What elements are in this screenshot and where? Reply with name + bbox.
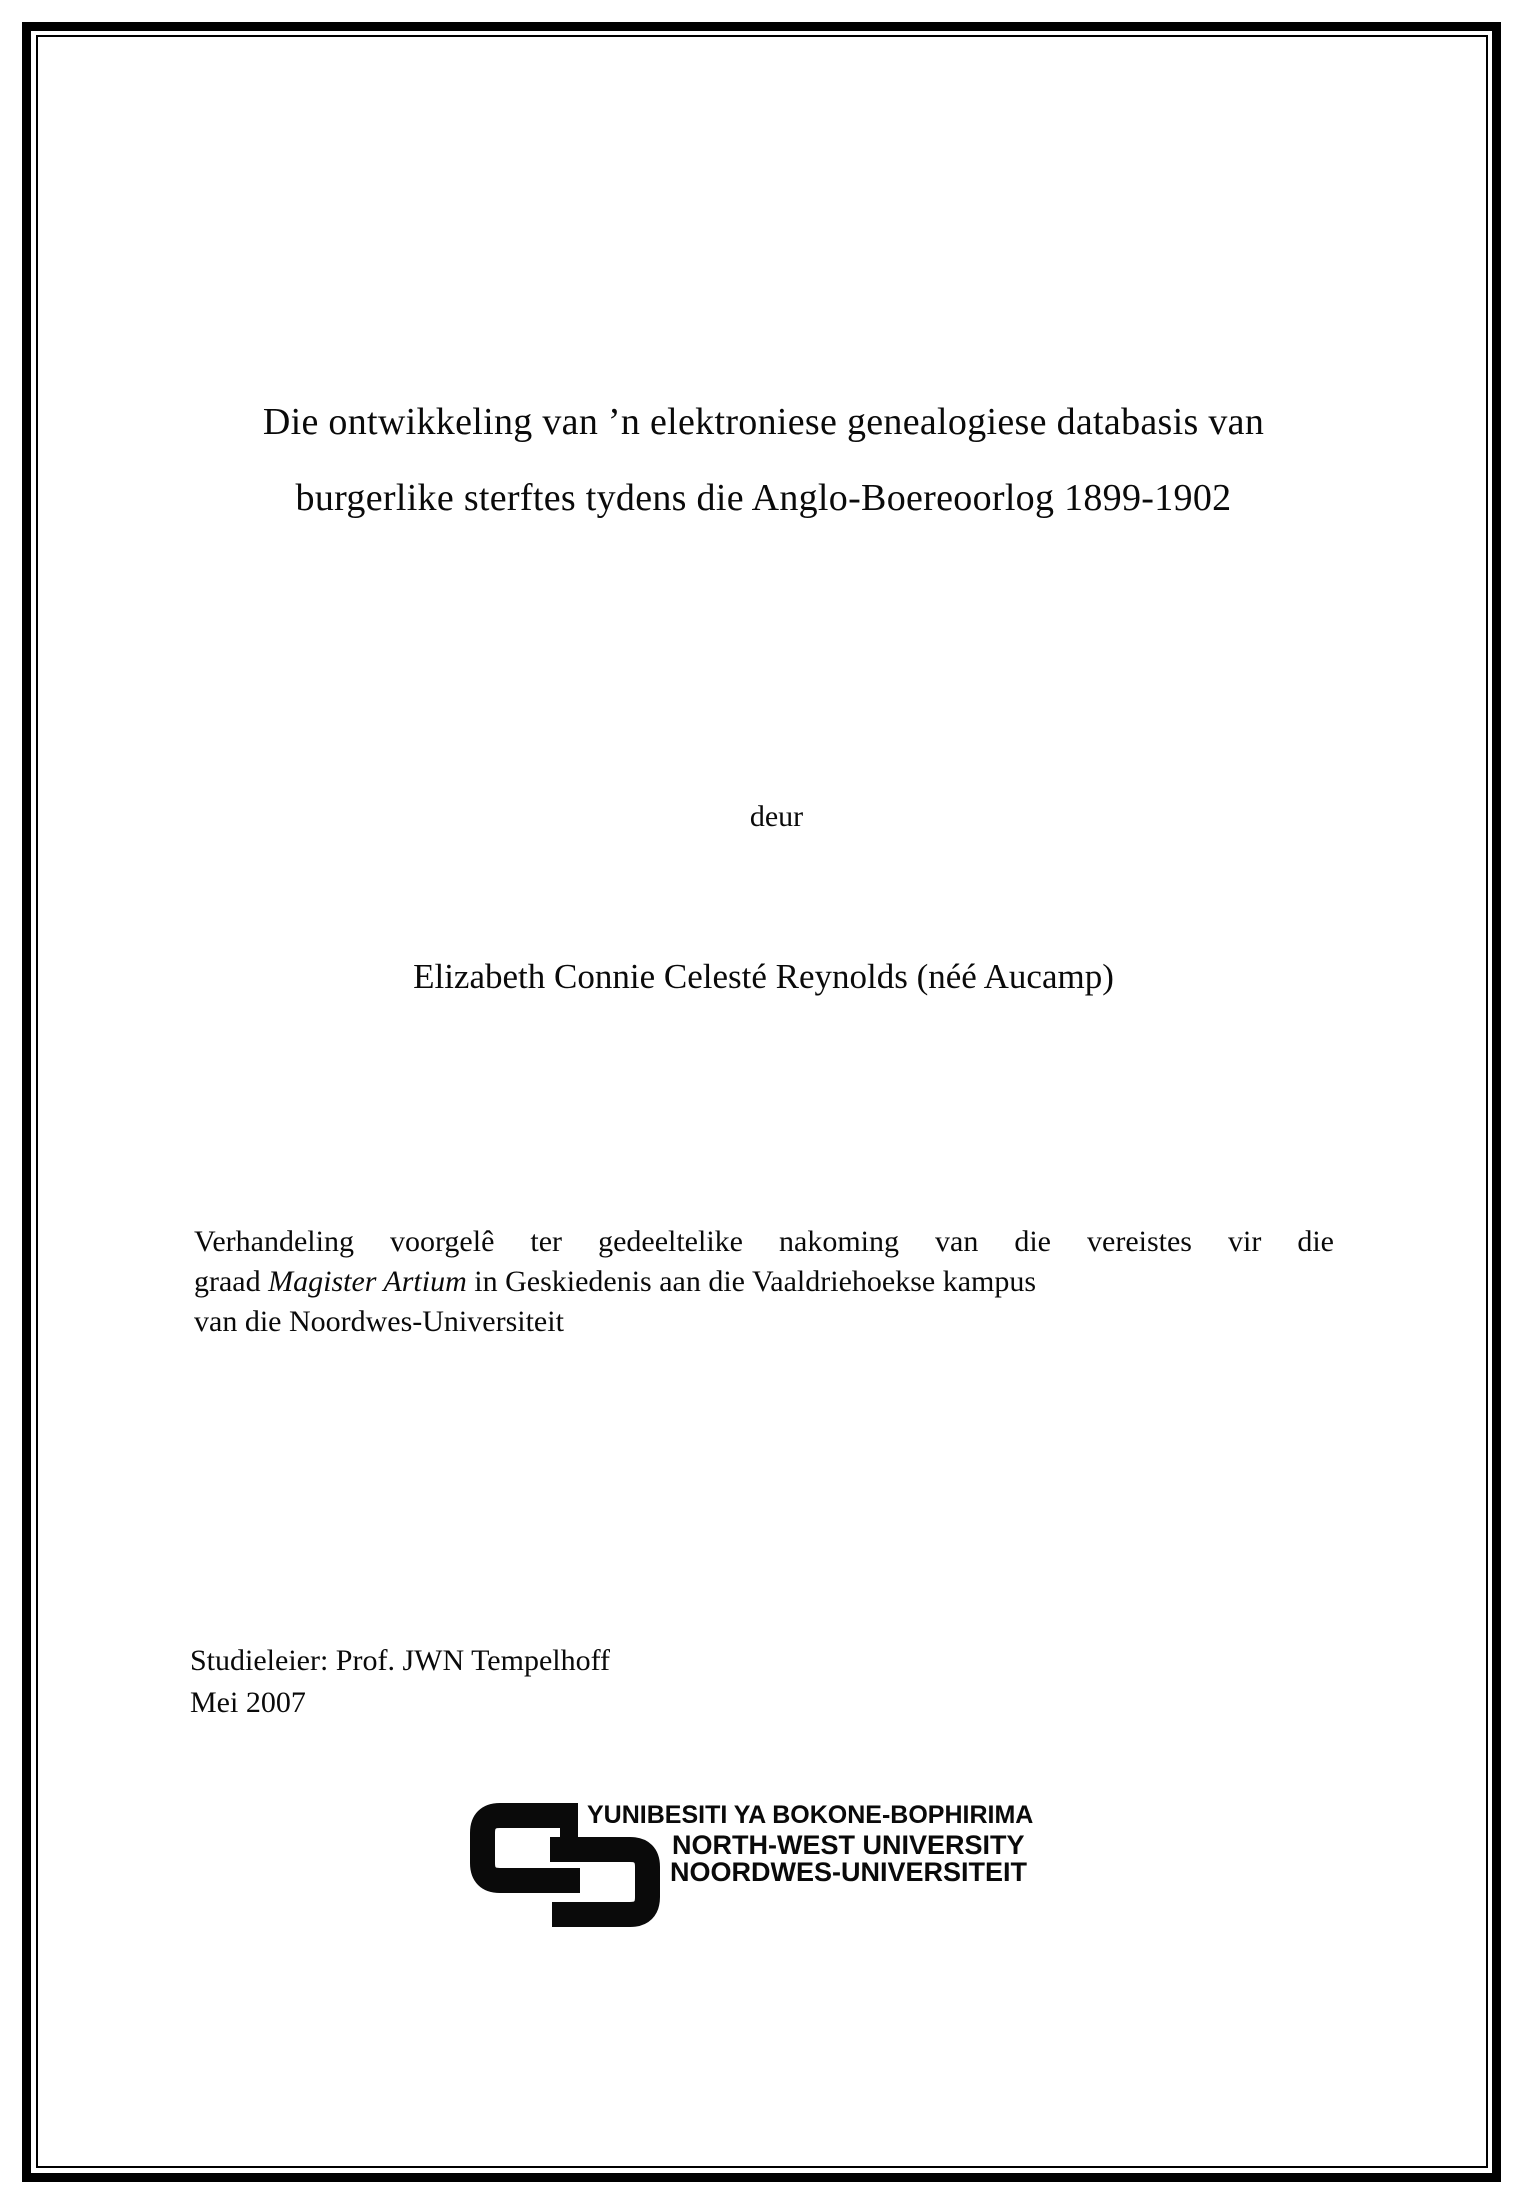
supervisor-line: Studieleier: Prof. JWN Tempelhoff xyxy=(190,1644,611,1677)
author-name: Elizabeth Connie Celesté Reynolds (néé Aucamp) xyxy=(413,957,1114,996)
date-line: Mei 2007 xyxy=(190,1686,306,1719)
degree-statement xyxy=(194,1222,1334,1342)
degree-statement-line3: van die Noordwes-Universiteit xyxy=(194,1305,564,1338)
thesis-title-line2: burgerlike sterftes tydens die Anglo-Boereoorlog 1899-1902 xyxy=(295,477,1232,519)
degree-statement-line2-suffix: in Geskiedenis aan die Vaaldriehoekse kampus xyxy=(466,1265,1037,1298)
degree-name-italic: Magister Artium xyxy=(268,1265,467,1298)
degree-statement-line1: Verhandeling voorgelê ter gedeeltelike nakoming van die vereistes vir die xyxy=(194,1225,1334,1258)
logo-text-line2: NORTH-WEST UNIVERSITY xyxy=(672,1830,1025,1860)
degree-statement-line2 xyxy=(194,1262,1334,1302)
logo-text-line3: NOORDWES-UNIVERSITEIT xyxy=(670,1857,1028,1887)
thesis-title-line1: Die ontwikkeling van ’n elektroniese genealogiese databasis van xyxy=(262,401,1265,443)
university-logo xyxy=(470,1800,1110,1970)
thesis-title xyxy=(120,384,1407,536)
byline-deur: deur xyxy=(749,800,804,833)
degree-statement-line2-prefix: graad xyxy=(194,1265,269,1298)
logo-text-line1: YUNIBESITI YA BOKONE-BOPHIRIMA xyxy=(587,1801,1034,1829)
